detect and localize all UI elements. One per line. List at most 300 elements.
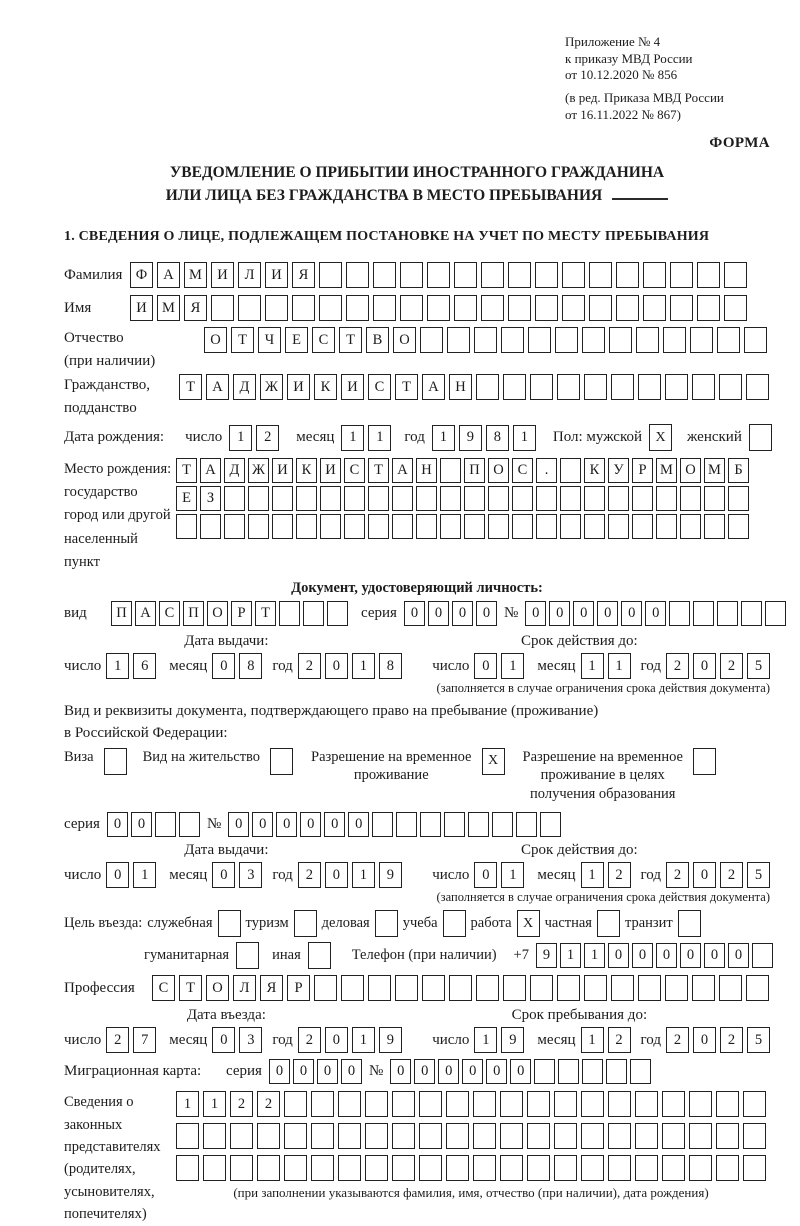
char-cell[interactable] [476,374,499,400]
char-cell[interactable]: П [464,458,485,483]
char-cell[interactable]: 3 [239,1027,262,1053]
char-cell[interactable]: 9 [536,943,557,968]
char-cell[interactable] [689,1123,712,1149]
char-cell[interactable]: П [183,601,204,626]
char-cell[interactable] [368,514,389,539]
char-cell[interactable]: 0 [107,812,128,837]
char-cell[interactable] [211,295,234,321]
char-cell[interactable] [179,812,200,837]
char-cell[interactable] [473,1155,496,1181]
char-cell[interactable]: 9 [459,425,482,451]
char-cell[interactable] [609,327,632,353]
char-cell[interactable]: 0 [106,862,129,888]
char-cell[interactable]: З [200,486,221,511]
char-cell[interactable] [230,1155,253,1181]
char-cell[interactable]: 0 [462,1059,483,1084]
char-cell[interactable]: Р [287,975,310,1001]
char-cell[interactable] [284,1155,307,1181]
char-cell[interactable] [346,262,369,288]
char-cell[interactable] [665,374,688,400]
purpose-private-checkbox[interactable] [597,910,620,937]
char-cell[interactable] [746,374,769,400]
char-cell[interactable] [562,295,585,321]
char-cell[interactable]: 0 [597,601,618,626]
char-cell[interactable] [728,514,749,539]
char-cell[interactable] [589,262,612,288]
char-cell[interactable] [176,1155,199,1181]
char-cell[interactable] [454,295,477,321]
char-cell[interactable] [581,1091,604,1117]
char-cell[interactable] [320,486,341,511]
char-cell[interactable]: 1 [176,1091,199,1117]
sex-male-checkbox[interactable]: X [649,424,672,451]
char-cell[interactable] [446,1091,469,1117]
char-cell[interactable] [692,374,715,400]
char-cell[interactable] [440,458,461,483]
char-cell[interactable] [584,514,605,539]
char-cell[interactable] [716,1155,739,1181]
char-cell[interactable]: 2 [608,862,631,888]
char-cell[interactable] [492,812,513,837]
char-cell[interactable] [693,601,714,626]
char-cell[interactable]: 0 [621,601,642,626]
char-cell[interactable]: 0 [404,601,425,626]
char-cell[interactable]: 0 [474,653,497,679]
char-cell[interactable] [176,514,197,539]
char-cell[interactable]: 0 [632,943,653,968]
char-cell[interactable] [636,327,659,353]
char-cell[interactable]: 1 [203,1091,226,1117]
char-cell[interactable] [488,486,509,511]
char-cell[interactable] [420,812,441,837]
char-cell[interactable]: Т [339,327,362,353]
char-cell[interactable] [395,975,418,1001]
char-cell[interactable] [392,1091,415,1117]
char-cell[interactable]: Ж [248,458,269,483]
char-cell[interactable]: 2 [720,653,743,679]
char-cell[interactable]: К [314,374,337,400]
char-cell[interactable] [500,1155,523,1181]
char-cell[interactable]: Д [233,374,256,400]
char-cell[interactable] [396,812,417,837]
char-cell[interactable]: Я [184,295,207,321]
char-cell[interactable] [427,295,450,321]
char-cell[interactable]: И [341,374,364,400]
char-cell[interactable] [272,486,293,511]
char-cell[interactable] [468,812,489,837]
char-cell[interactable] [416,486,437,511]
char-cell[interactable]: 0 [300,812,321,837]
char-cell[interactable] [203,1155,226,1181]
char-cell[interactable] [200,514,221,539]
char-cell[interactable]: Т [255,601,276,626]
char-cell[interactable] [449,975,472,1001]
purpose-other-checkbox[interactable] [308,942,331,969]
char-cell[interactable]: 1 [229,425,252,451]
char-cell[interactable]: 0 [228,812,249,837]
char-cell[interactable]: 0 [645,601,666,626]
char-cell[interactable] [473,1123,496,1149]
char-cell[interactable] [635,1091,658,1117]
char-cell[interactable]: 1 [352,1027,375,1053]
char-cell[interactable] [372,812,393,837]
char-cell[interactable]: 0 [608,943,629,968]
char-cell[interactable] [176,1123,199,1149]
char-cell[interactable] [527,1155,550,1181]
char-cell[interactable]: О [207,601,228,626]
char-cell[interactable] [589,295,612,321]
char-cell[interactable]: М [184,262,207,288]
char-cell[interactable] [562,262,585,288]
char-cell[interactable]: 0 [324,812,345,837]
char-cell[interactable] [632,514,653,539]
char-cell[interactable] [420,327,443,353]
char-cell[interactable]: 0 [680,943,701,968]
char-cell[interactable]: Р [231,601,252,626]
char-cell[interactable] [662,1123,685,1149]
char-cell[interactable]: Я [260,975,283,1001]
char-cell[interactable]: 0 [276,812,297,837]
char-cell[interactable] [689,1091,712,1117]
char-cell[interactable]: Е [176,486,197,511]
char-cell[interactable] [440,514,461,539]
char-cell[interactable]: 1 [584,943,605,968]
char-cell[interactable] [724,295,747,321]
char-cell[interactable]: О [204,327,227,353]
char-cell[interactable] [716,1123,739,1149]
char-cell[interactable] [530,975,553,1001]
char-cell[interactable]: И [320,458,341,483]
char-cell[interactable] [440,486,461,511]
char-cell[interactable] [663,327,686,353]
char-cell[interactable] [728,486,749,511]
char-cell[interactable] [669,601,690,626]
char-cell[interactable]: 1 [581,653,604,679]
char-cell[interactable]: 0 [474,862,497,888]
char-cell[interactable] [670,262,693,288]
char-cell[interactable] [446,1155,469,1181]
char-cell[interactable] [656,514,677,539]
char-cell[interactable] [257,1155,280,1181]
char-cell[interactable]: М [704,458,725,483]
char-cell[interactable]: Р [632,458,653,483]
char-cell[interactable]: 2 [106,1027,129,1053]
char-cell[interactable]: 8 [239,653,262,679]
char-cell[interactable]: . [536,458,557,483]
char-cell[interactable]: 1 [581,1027,604,1053]
char-cell[interactable] [632,486,653,511]
char-cell[interactable]: А [135,601,156,626]
char-cell[interactable] [346,295,369,321]
char-cell[interactable] [344,514,365,539]
char-cell[interactable]: 1 [352,862,375,888]
char-cell[interactable]: Л [238,262,261,288]
char-cell[interactable] [400,295,423,321]
char-cell[interactable]: Б [728,458,749,483]
char-cell[interactable]: 2 [608,1027,631,1053]
char-cell[interactable]: 2 [666,1027,689,1053]
char-cell[interactable]: 0 [428,601,449,626]
char-cell[interactable]: 7 [133,1027,156,1053]
char-cell[interactable] [528,327,551,353]
char-cell[interactable] [248,486,269,511]
char-cell[interactable] [557,374,580,400]
char-cell[interactable]: С [344,458,365,483]
char-cell[interactable]: 2 [720,862,743,888]
char-cell[interactable]: Я [292,262,315,288]
char-cell[interactable]: 1 [106,653,129,679]
char-cell[interactable] [338,1155,361,1181]
char-cell[interactable]: О [488,458,509,483]
char-cell[interactable]: 1 [432,425,455,451]
char-cell[interactable]: 0 [390,1059,411,1084]
char-cell[interactable] [608,1155,631,1181]
char-cell[interactable] [272,514,293,539]
char-cell[interactable] [697,295,720,321]
char-cell[interactable] [560,486,581,511]
char-cell[interactable] [303,601,324,626]
char-cell[interactable]: И [211,262,234,288]
char-cell[interactable] [557,975,580,1001]
char-cell[interactable]: 5 [747,653,770,679]
char-cell[interactable] [512,486,533,511]
char-cell[interactable]: А [206,374,229,400]
char-cell[interactable]: 1 [474,1027,497,1053]
char-cell[interactable] [746,975,769,1001]
char-cell[interactable] [611,975,634,1001]
char-cell[interactable] [327,601,348,626]
char-cell[interactable] [248,514,269,539]
char-cell[interactable] [155,812,176,837]
char-cell[interactable] [606,1059,627,1084]
char-cell[interactable]: М [157,295,180,321]
purpose-work-checkbox[interactable]: X [517,910,540,937]
char-cell[interactable]: 2 [298,862,321,888]
char-cell[interactable]: Т [179,975,202,1001]
char-cell[interactable]: 1 [501,862,524,888]
char-cell[interactable]: Ж [260,374,283,400]
char-cell[interactable] [501,327,524,353]
temp-residence-edu-checkbox[interactable] [693,748,716,775]
char-cell[interactable] [419,1123,442,1149]
char-cell[interactable]: 6 [133,653,156,679]
char-cell[interactable] [717,601,738,626]
char-cell[interactable]: 0 [693,653,716,679]
char-cell[interactable] [719,975,742,1001]
char-cell[interactable] [692,975,715,1001]
char-cell[interactable] [311,1155,334,1181]
char-cell[interactable]: А [200,458,221,483]
char-cell[interactable] [717,327,740,353]
char-cell[interactable] [373,295,396,321]
char-cell[interactable]: К [584,458,605,483]
char-cell[interactable] [540,812,561,837]
char-cell[interactable]: 9 [501,1027,524,1053]
char-cell[interactable] [481,262,504,288]
purpose-tourism-checkbox[interactable] [294,910,317,937]
char-cell[interactable] [643,262,666,288]
char-cell[interactable] [554,1155,577,1181]
char-cell[interactable] [464,486,485,511]
char-cell[interactable]: 0 [704,943,725,968]
char-cell[interactable] [279,601,300,626]
char-cell[interactable]: 0 [693,862,716,888]
char-cell[interactable]: Т [179,374,202,400]
char-cell[interactable] [555,327,578,353]
char-cell[interactable]: 9 [379,862,402,888]
visa-checkbox[interactable] [104,748,127,775]
char-cell[interactable]: 0 [525,601,546,626]
char-cell[interactable] [616,295,639,321]
char-cell[interactable]: 0 [252,812,273,837]
char-cell[interactable]: С [368,374,391,400]
char-cell[interactable] [224,486,245,511]
char-cell[interactable]: 5 [747,1027,770,1053]
sex-female-checkbox[interactable] [749,424,772,451]
char-cell[interactable]: И [287,374,310,400]
char-cell[interactable]: И [130,295,153,321]
char-cell[interactable] [503,374,526,400]
purpose-study-checkbox[interactable] [443,910,466,937]
char-cell[interactable]: 1 [560,943,581,968]
char-cell[interactable] [582,327,605,353]
char-cell[interactable] [473,1091,496,1117]
char-cell[interactable] [422,975,445,1001]
char-cell[interactable]: Н [449,374,472,400]
char-cell[interactable]: К [296,458,317,483]
char-cell[interactable]: 0 [549,601,570,626]
char-cell[interactable]: 2 [298,1027,321,1053]
char-cell[interactable] [419,1155,442,1181]
char-cell[interactable] [581,1155,604,1181]
purpose-transit-checkbox[interactable] [678,910,701,937]
char-cell[interactable] [392,514,413,539]
char-cell[interactable] [392,486,413,511]
char-cell[interactable]: 2 [230,1091,253,1117]
char-cell[interactable] [558,1059,579,1084]
char-cell[interactable] [554,1091,577,1117]
char-cell[interactable] [752,943,773,968]
char-cell[interactable] [608,1123,631,1149]
char-cell[interactable] [392,1155,415,1181]
char-cell[interactable] [338,1091,361,1117]
char-cell[interactable]: 0 [341,1059,362,1084]
char-cell[interactable]: И [272,458,293,483]
char-cell[interactable]: Ч [258,327,281,353]
char-cell[interactable]: Т [176,458,197,483]
char-cell[interactable] [527,1123,550,1149]
char-cell[interactable] [419,1091,442,1117]
char-cell[interactable]: 2 [257,1091,280,1117]
char-cell[interactable]: 1 [581,862,604,888]
char-cell[interactable] [608,1091,631,1117]
char-cell[interactable] [341,975,364,1001]
char-cell[interactable] [365,1155,388,1181]
char-cell[interactable] [680,486,701,511]
char-cell[interactable]: 5 [747,862,770,888]
char-cell[interactable]: Т [231,327,254,353]
char-cell[interactable]: 8 [486,425,509,451]
char-cell[interactable] [481,295,504,321]
char-cell[interactable]: 0 [452,601,473,626]
char-cell[interactable] [765,601,786,626]
char-cell[interactable]: П [111,601,132,626]
char-cell[interactable] [680,514,701,539]
char-cell[interactable] [464,514,485,539]
char-cell[interactable] [446,1123,469,1149]
char-cell[interactable] [500,1091,523,1117]
char-cell[interactable]: 1 [608,653,631,679]
char-cell[interactable] [230,1123,253,1149]
char-cell[interactable]: Д [224,458,245,483]
temp-residence-checkbox[interactable]: X [482,748,505,775]
char-cell[interactable]: 0 [293,1059,314,1084]
char-cell[interactable] [512,514,533,539]
char-cell[interactable] [314,975,337,1001]
char-cell[interactable] [608,514,629,539]
char-cell[interactable] [724,262,747,288]
char-cell[interactable] [319,295,342,321]
char-cell[interactable] [689,1155,712,1181]
char-cell[interactable]: 2 [666,862,689,888]
char-cell[interactable] [581,1123,604,1149]
char-cell[interactable] [584,374,607,400]
char-cell[interactable]: 0 [728,943,749,968]
purpose-business-checkbox[interactable] [375,910,398,937]
char-cell[interactable] [238,295,261,321]
char-cell[interactable] [203,1123,226,1149]
char-cell[interactable] [476,975,499,1001]
char-cell[interactable] [311,1091,334,1117]
char-cell[interactable] [536,486,557,511]
char-cell[interactable]: 0 [414,1059,435,1084]
char-cell[interactable]: 0 [269,1059,290,1084]
char-cell[interactable]: 9 [379,1027,402,1053]
char-cell[interactable]: 2 [666,653,689,679]
char-cell[interactable]: 0 [573,601,594,626]
char-cell[interactable] [635,1155,658,1181]
char-cell[interactable] [508,295,531,321]
char-cell[interactable]: 0 [317,1059,338,1084]
char-cell[interactable] [690,327,713,353]
char-cell[interactable] [365,1123,388,1149]
char-cell[interactable]: 0 [131,812,152,837]
char-cell[interactable] [447,327,470,353]
char-cell[interactable]: 2 [256,425,279,451]
char-cell[interactable]: 1 [133,862,156,888]
char-cell[interactable]: 0 [656,943,677,968]
char-cell[interactable]: 0 [212,862,235,888]
char-cell[interactable]: М [656,458,677,483]
char-cell[interactable] [427,262,450,288]
char-cell[interactable] [719,374,742,400]
char-cell[interactable]: Т [395,374,418,400]
char-cell[interactable]: 3 [239,862,262,888]
char-cell[interactable] [296,486,317,511]
char-cell[interactable] [535,295,558,321]
char-cell[interactable] [535,262,558,288]
char-cell[interactable]: А [422,374,445,400]
char-cell[interactable] [643,295,666,321]
char-cell[interactable] [584,975,607,1001]
char-cell[interactable]: У [608,458,629,483]
char-cell[interactable] [635,1123,658,1149]
char-cell[interactable] [554,1123,577,1149]
char-cell[interactable]: 1 [341,425,364,451]
char-cell[interactable] [338,1123,361,1149]
char-cell[interactable]: В [366,327,389,353]
char-cell[interactable]: Ф [130,262,153,288]
